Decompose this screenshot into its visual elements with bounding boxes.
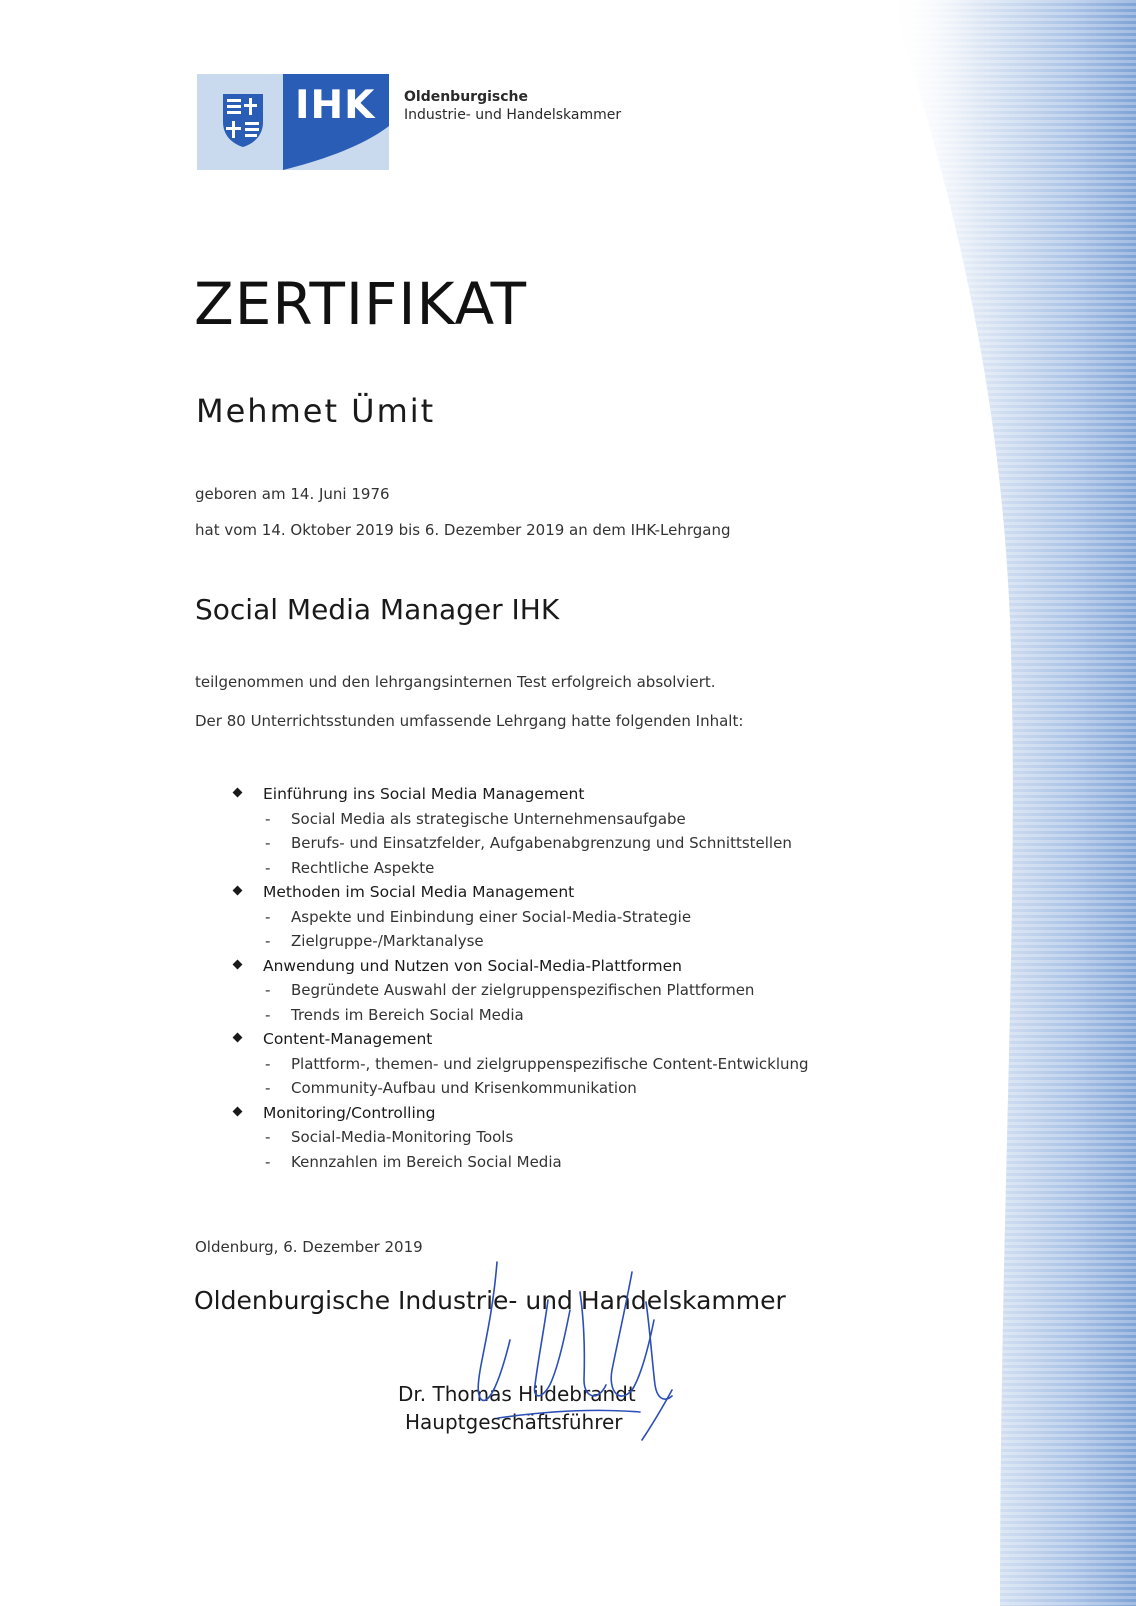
dash-icon: - xyxy=(265,1152,271,1171)
subtopic-label: Aspekte und Einbindung einer Social-Media-Strategie xyxy=(291,907,692,926)
dash-icon: - xyxy=(265,981,271,999)
subtopic-item xyxy=(263,807,873,832)
subtopic-item xyxy=(263,978,873,1003)
topic-item xyxy=(233,1101,873,1175)
subtopic-list xyxy=(263,978,873,1027)
subtopic-label: Kennzahlen im Bereich Social Media xyxy=(291,1152,562,1171)
subtopic-label: Rechtliche Aspekte xyxy=(291,858,435,877)
bullet-icon xyxy=(233,886,243,896)
course-title: Social Media Manager IHK xyxy=(195,593,560,626)
subtopic-label: Begründete Auswahl der zielgruppenspezifischen Plattformen xyxy=(291,981,755,999)
topic-label: Monitoring/Controlling xyxy=(263,1103,436,1122)
subtopic-item xyxy=(263,831,873,856)
period-line: hat vom 14. Oktober 2019 bis 6. Dezember 2019 an dem IHK-Lehrgang xyxy=(195,521,731,539)
dash-icon: - xyxy=(265,809,271,828)
topic-label: Methoden im Social Media Management xyxy=(263,883,575,901)
subtopic-label: Berufs- und Einsatzfelder, Aufgabenabgrenzung und Schnittstellen xyxy=(291,834,792,852)
topic-label: Anwendung und Nutzen von Social-Media-Plattformen xyxy=(263,956,682,975)
topic-label: Einführung ins Social Media Management xyxy=(263,785,585,803)
topic-item xyxy=(233,1027,873,1101)
org-subtitle: Industrie- und Handelskammer xyxy=(404,107,622,123)
signer-role: Hauptgeschäftsführer xyxy=(405,1410,623,1434)
dash-icon: - xyxy=(265,858,271,877)
subtopic-label: Community-Aufbau und Krisenkommunikation xyxy=(291,1079,637,1097)
subtopic-item xyxy=(263,1076,873,1101)
bullet-icon xyxy=(233,788,243,798)
subtopic-list xyxy=(263,807,873,881)
ihk-logo xyxy=(197,74,389,170)
dash-icon: - xyxy=(265,932,271,950)
birth-line: geboren am 14. Juni 1976 xyxy=(195,485,390,503)
dash-icon: - xyxy=(265,1128,271,1146)
topic-item xyxy=(233,782,873,880)
topic-item xyxy=(233,954,873,1028)
bullet-icon xyxy=(233,959,243,969)
coat-of-arms-icon xyxy=(221,92,265,148)
org-name: Oldenburgische xyxy=(404,89,528,105)
content-intro: Der 80 Unterrichtsstunden umfassende Lehrgang hatte folgenden Inhalt: xyxy=(195,712,744,730)
subtopic-item xyxy=(263,1150,873,1175)
dash-icon: - xyxy=(265,907,271,926)
signer-name: Dr. Thomas Hildebrandt xyxy=(398,1382,636,1406)
subtopic-item xyxy=(263,929,873,954)
bullet-icon xyxy=(233,1106,243,1116)
subtopic-list xyxy=(263,1052,873,1101)
subtopic-item xyxy=(263,905,873,930)
topic-list xyxy=(233,782,873,1174)
subtopic-item xyxy=(263,1125,873,1150)
subtopic-label: Zielgruppe-/Marktanalyse xyxy=(291,932,484,950)
subtopic-label: Social-Media-Monitoring Tools xyxy=(291,1128,514,1146)
subtopic-label: Trends im Bereich Social Media xyxy=(291,1005,524,1024)
recipient-name: Mehmet Ümit xyxy=(196,392,436,430)
topic-label: Content-Management xyxy=(263,1030,433,1048)
subtopic-list xyxy=(263,905,873,954)
topic-item xyxy=(233,880,873,954)
subtopic-label: Social Media als strategische Unternehmensaufgabe xyxy=(291,809,686,828)
dash-icon: - xyxy=(265,1079,271,1097)
chamber-name: Oldenburgische Industrie- und Handelskammer xyxy=(194,1286,786,1315)
subtopic-list xyxy=(263,1125,873,1174)
place-date: Oldenburg, 6. Dezember 2019 xyxy=(195,1238,423,1256)
subtopic-item xyxy=(263,1052,873,1077)
bullet-icon xyxy=(233,1033,243,1043)
ihk-mark: IHK xyxy=(295,83,376,128)
subtopic-item xyxy=(263,856,873,881)
certificate-title: ZERTIFIKAT xyxy=(194,270,528,338)
dash-icon: - xyxy=(265,1054,271,1073)
dash-icon: - xyxy=(265,1005,271,1024)
subtopic-label: Plattform-, themen- und zielgruppenspezifische Content-Entwicklung xyxy=(291,1054,809,1073)
dash-icon: - xyxy=(265,834,271,852)
subtopic-item xyxy=(263,1003,873,1028)
completion-line: teilgenommen und den lehrgangsinternen Test erfolgreich absolviert. xyxy=(195,673,716,691)
